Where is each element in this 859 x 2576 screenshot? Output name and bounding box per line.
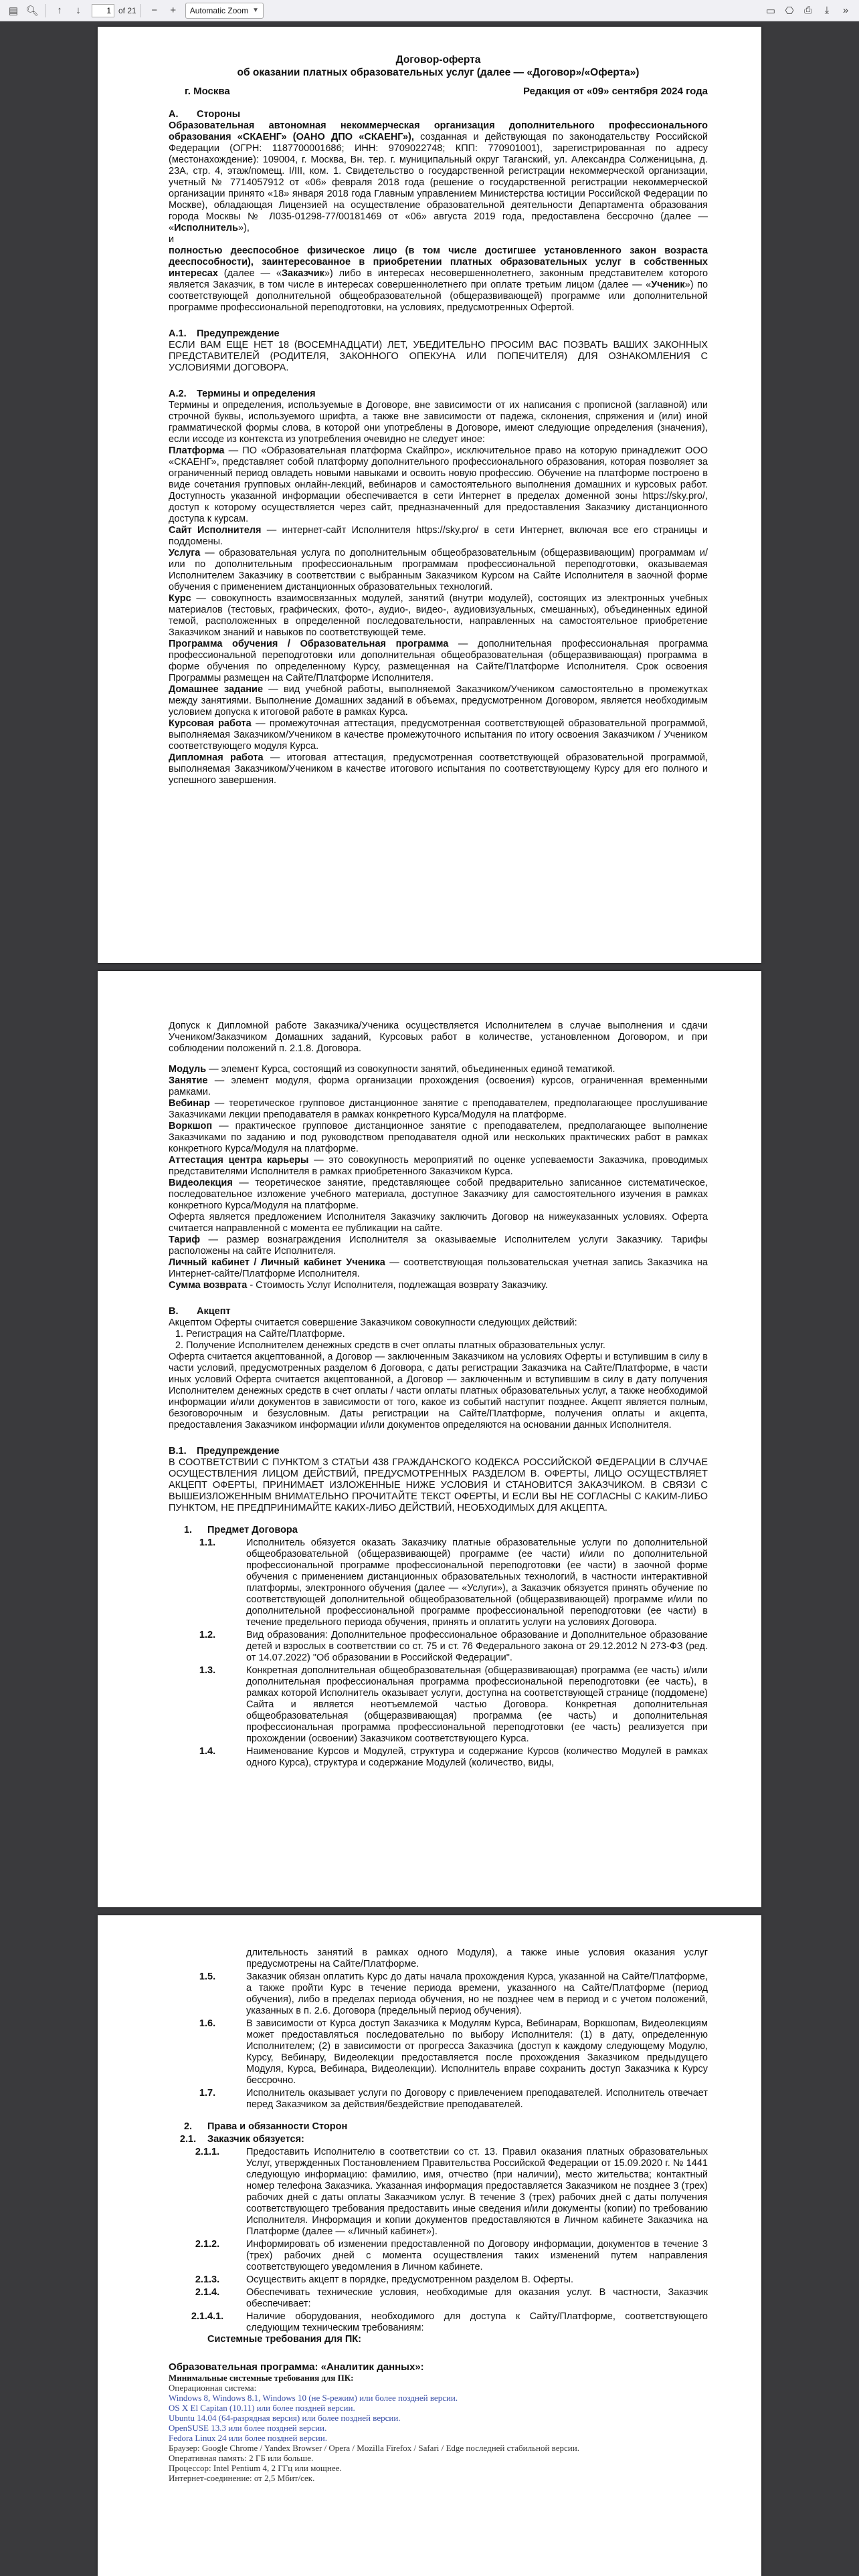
clause-number: 2.1.2. <box>195 2239 220 2250</box>
clause-item <box>169 1746 708 1769</box>
term-name: Домашнее задание <box>169 684 264 695</box>
continued-paragraph: Допуск к Дипломной работе Заказчика/Ученика осуществляется Исполнителем в случае выполнения и сдачи Учеником/Заказчиком Домашних заданий, Курсовых работ в количестве, установленном Договором, и при соблюдении положений п. 2.1.8. Договора. <box>169 1021 708 1054</box>
term-definition <box>169 684 708 718</box>
pdf-page-3 <box>98 1915 761 2576</box>
requirement-line: Fedora Linux 24 или более поздней версии. <box>169 2433 327 2443</box>
clause-item <box>169 2018 708 2086</box>
term-text: — теоретическое групповое дистанционное занятие с преподавателем, предполагающее прослушивание Заказчиками лекции преподавателя в рамках конкретного Курса/Модуля на платформе. <box>169 1098 708 1120</box>
clause-number: 2.1.3. <box>195 2274 220 2285</box>
tools-button[interactable] <box>836 2 855 19</box>
acceptance-paragraph: Оферта считается акцептованной, а Договор — заключенным Заказчиком на условиях Оферты и вступившим в силу в части условий, предусмотренных разделом 6 Договора, с даты регистрации Заказчика на Сайте/Платформе, в части иных условий Оферта считается акцептованной, а Договор — заключенным и вступившим в силу в дату получения Исполнителем денежных средств в счет оплаты / части оплаты платных образовательных услуг, а также необходимой информации и/или документов в зависимости от того, какое из событий наступит позднее. Акцепт является полным, безоговорочным и безусловным. Даты регистрации на Сайте/Платформе, получения оплаты и акцепта, предоставления Заказчиком информации и/или документов определяются на основании данных Исполнителя. <box>169 1352 708 1430</box>
term-text: — образовательная услуга по дополнительным общеобразовательным (общеразвивающим) программам и/или по дополнительным профессиональным программам профессиональной переподготовки, оказываемая Исполнителем Заказчику в соответствии с выбранным Заказчиком Курсом на Сайте Исполнителя в заочной форме обучения с применением дистанционных образовательных технологий. <box>169 548 708 593</box>
clause-number: 2.1.4. <box>195 2287 220 2298</box>
term-name: Видеолекция <box>169 1178 233 1188</box>
term-name: Дипломная работа <box>169 752 264 763</box>
zoom-value: Automatic Zoom <box>189 5 249 15</box>
clause-item <box>169 2274 708 2286</box>
clause-text: Информировать об изменении предоставленной по Договору информации, документов в течение 3 (трех) рабочих дней с момента осуществления таких изменений путем направления соответствующего уведомления в Личном кабинете. <box>246 2239 708 2272</box>
clause-number: 1.2. <box>199 1630 216 1640</box>
acceptance-intro: Акцептом Оферты считается совершение Заказчиком совокупности следующих действий: <box>169 1317 577 1328</box>
save-button[interactable] <box>818 2 836 19</box>
clause-number: 1.1. <box>199 1537 216 1548</box>
clause-number: 2.1.1. <box>195 2147 220 2157</box>
document-subtitle: об оказании платных образовательных услуг (далее — «Договор»/«Оферта») <box>237 67 640 78</box>
previous-page-button[interactable] <box>50 2 69 19</box>
requirement-line: Ubuntu 14.04 (64-разрядная версия) или более поздней версии. <box>169 2413 401 2423</box>
continued-paragraph: длительность занятий в рамках одного Модуля), а также иные условия оказания услуг предусмотрены на Сайте/Платформе. <box>246 1947 708 1969</box>
revision-date: Редакция от «09» сентября 2024 года <box>523 86 708 97</box>
term-name: Вебинар <box>169 1098 210 1109</box>
present-button[interactable] <box>780 2 799 19</box>
term-definition <box>169 1155 708 1178</box>
prev-page-icon: ↑ <box>57 5 62 16</box>
requirement-line: Операционная система: <box>169 2383 257 2393</box>
term-text: — соответствующая пользовательская учетная запись Заказчика на Интернет-сайте/Платформе Исполнителя. <box>169 1257 708 1279</box>
zoom-out-icon: − <box>151 5 158 16</box>
clause-number: 1.7. <box>199 2088 216 2099</box>
open-file-button[interactable] <box>761 2 780 19</box>
zoom-in-icon: + <box>170 5 177 16</box>
section-heading: 1. Предмет Договора <box>183 1525 298 1535</box>
clause-item <box>169 2287 708 2310</box>
warning-paragraph: ЕСЛИ ВАМ ЕЩЕ НЕТ 18 (ВОСЕМНАДЦАТИ) ЛЕТ, УБЕДИТЕЛЬНО ПРОСИМ ВАС ПОЗВАТЬ ВАШИХ ЗАКОННЫХ ПРЕДСТАВИТЕЛЕЙ (РОДИТЕЛЯ, ЗАКОННОГО ОПЕКУНА ИЛИ ПОПЕЧИТЕЛЯ) ДЛЯ ОЗНАКОМЛЕНИЯ С УСЛОВИЯМИ ДОГОВОРА. <box>169 340 708 373</box>
clause-number: 1.6. <box>199 2018 216 2029</box>
term-definition <box>169 1212 708 1235</box>
term-text: — это совокупность мероприятий по оценке успеваемости Заказчика, проводимых представителями Исполнителя в рамках приобретенного Заказчиком Курса. <box>169 1155 708 1177</box>
program-title: Образовательная программа: «Аналитик данных»: <box>169 2361 424 2373</box>
page-total-label: of 21 <box>118 5 136 15</box>
term-definition <box>169 1178 708 1212</box>
zoom-out-button[interactable] <box>145 2 164 19</box>
clause-number: 1.3. <box>199 1665 216 1676</box>
clause-item <box>169 2311 708 2334</box>
clause-text: Заказчик обязан оплатить Курс до даты начала прохождения Курса, указанной на Сайте/Платформе, а также пройти Курс в течение периода времени, указанного на Сайте/Платформе (период обучения), либо в пределах периода обучения, но не позднее чем в период и с учетом положений, указанных в п. 2.6. Договора (предельный период обучения). <box>246 1971 708 2016</box>
clause-text: Обеспечивать технические условия, необходимые для оказания услуг. В частности, Заказчик обеспечивает: <box>246 2287 708 2309</box>
chevron-down-icon: ▼ <box>252 7 259 14</box>
section-heading: 2. Права и обязанности Сторон <box>183 2121 348 2132</box>
section-heading: B.1. Предупреждение <box>169 1446 280 1457</box>
section-heading: A.2. Термины и определения <box>169 389 316 399</box>
term-name: Программа обучения / Образовательная программа <box>169 639 449 649</box>
search-icon: 🔍︎ <box>25 5 39 17</box>
requirement-line: OpenSUSE 13.3 или более поздней версии. <box>169 2423 327 2433</box>
requirements-block <box>169 2373 708 2483</box>
next-page-icon: ↓ <box>76 5 81 16</box>
clause-item <box>169 2239 708 2273</box>
system-requirements-heading: Системные требования для ПК: <box>207 2334 361 2345</box>
tools-icon: » <box>842 5 849 16</box>
clause-text: Наличие оборудования, необходимого для доступа к Сайту/Платформе, соответствующего следующим техническим требованиям: <box>246 2311 708 2333</box>
list-item: 1. Регистрация на Сайте/Платформе. <box>186 1329 708 1340</box>
term-name: Личный кабинет / Личный кабинет Ученика <box>169 1257 385 1268</box>
customer-paragraph: полностью дееспособное физическое лицо (в том числе достигшее установленного закон возраста дееспособности), заинтересованное в приобретении платных образовательных услуг в собственных интересах (далее — «Заказчик») либо в интересах несовершеннолетнего, законным представителем которого является Заказчик, в том числе в интересах совершеннолетнего при оплате третьим лицом (далее — «Ученик») по соответствующей дополнительной общеобразовательной (общеразвивающей) программе или дополнительной программе профессиональной переподготовки, на условиях, предусмотренных Офертой. <box>169 245 708 313</box>
find-button[interactable] <box>23 2 41 19</box>
clause-list <box>169 1971 708 2111</box>
clause-text: Вид образования: Дополнительное профессиональное образование и Дополнительное образование детей и взрослых в соответствии со ст. 75 и ст. 76 Федерального закона от 29.12.2012 N 273-ФЗ (ред. от 14.07.2022) "Об образовании в Российской Федерации". <box>246 1630 708 1663</box>
term-definition <box>169 639 708 684</box>
clause-list <box>169 2147 708 2334</box>
term-definition <box>169 1280 708 1291</box>
term-definition <box>169 1075 708 1098</box>
term-name: Занятие <box>169 1075 208 1086</box>
clause-list <box>169 1537 708 1769</box>
save-icon: ⤓ <box>824 5 830 16</box>
present-icon: ⎔ <box>785 5 794 17</box>
pdf-toolbar <box>0 0 859 21</box>
requirement-line: Windows 8, Windows 8.1, Windows 10 (не S-режим) или более поздней версии. <box>169 2393 458 2403</box>
city-date-row <box>169 86 708 97</box>
clause-item <box>169 2147 708 2238</box>
term-text: — практическое групповое дистанционное занятие с преподавателем, предполагающее выполнение Заказчиками по заданию и под руководством преподавателя одной или нескольких практических работ в рамках конкретного Курса/Модуля на платформе. <box>169 1121 708 1154</box>
clause-text: Наименование Курсов и Модулей, структура и содержание Курсов (количество Модулей в рамках одного Курса), структура и содержание Модулей (количество, виды, <box>246 1746 708 1768</box>
term-name: Платформа <box>169 445 225 456</box>
term-name: Сайт Исполнителя <box>169 525 262 536</box>
toolbar-separator <box>140 4 141 17</box>
term-name: Курс <box>169 593 191 604</box>
zoom-select[interactable] <box>185 3 264 19</box>
term-text: — ПО «Образовательная платформа Скайпро», исключительное право на которую принадлежит ООО «СКАЕНГ», представляет собой платформу дополнительного профессионального образования, которая позволяет за ограниченный период овладеть новыми навыками и освоить новую профессию. Обучение на платформе построено в виде сочетания групповых онлайн-лекций, вебинаров и самостоятельного выполнения домашних и курсовых работ. Доступность указанной информации обеспечивается в сети Интернет в пределах доменной зоны https://sky.pro/, доступ к которому осуществляется через сайт, предназначенный для предоставления Заказчику дистанционного доступа к курсам. <box>169 445 708 524</box>
clause-text: Конкретная дополнительная общеобразовательная (общеразвивающая) программа (ее часть) и/или дополнительная профессиональная программа профессиональной переподготовки (ее часть), в рамках которой Исполнитель оказывает услуги, доступна на соответствующей странице (поддомене) Сайта и является неотъемлемой частью Договора. Конкретная дополнительная общеобразовательная (общеразвивающая) программа (ее часть) и дополнительная профессиональная программа профессиональной переподготовки (ее часть) реализуется при прохождении (освоении) Заказчиком соответствующего Курса. <box>246 1665 708 1744</box>
clause-text: Осуществить акцепт в порядке, предусмотренном разделом В. Оферты. <box>246 2274 574 2285</box>
section-heading: B. Акцепт <box>169 1306 231 1317</box>
zoom-in-button[interactable] <box>164 2 183 19</box>
term-name: Услуга <box>169 548 201 558</box>
warning-paragraph: В СООТВЕТСТВИИ С ПУНКТОМ 3 СТАТЬИ 438 ГРАЖДАНСКОГО КОДЕКСА РОССИЙСКОЙ ФЕДЕРАЦИИ В СЛУЧАЕ ОСУЩЕСТВЛЕНИЯ ЛИЦОМ ДЕЙСТВИЙ, ПРЕДУСМОТРЕННЫХ РАЗДЕЛОМ В. ОФЕРТЫ, ЛИЦО ОСУЩЕСТВЛЯЕТ АКЦЕПТ ОФЕРТЫ, ПРИНИМАЕТ ИЗЛОЖЕННЫЕ НИЖЕ УСЛОВИЯ И СТАНОВИТСЯ ЗАКАЗЧИКОМ. В СВЯЗИ С ВЫШЕИЗЛОЖЕННЫМ ВНИМАТЕЛЬНО ПРОЧИТАЙТЕ ТЕКСТ ОФЕРТЫ, И ЕСЛИ ВЫ НЕ СОГЛАСНЫ С КАКИМ-ЛИБО ПУНКТОМ, НЕ ПРЕДПРИНИМАЙТЕ КАКИХ-ЛИБО ДЕЙСТВИЙ, НЕОБХОДИМЫХ ДЛЯ АКЦЕПТА. <box>169 1457 708 1513</box>
clause-number: 1.5. <box>199 1971 216 1982</box>
pdf-page-2 <box>98 971 761 1907</box>
clause-text: Исполнитель обязуется оказать Заказчику платные образовательные услуги по дополнительной общеобразовательной (общеразвивающей) программе (ее части) и/или по дополнительной профессиональной программе профессиональной переподготовки (ее части) в заочной форме обучения с применением дистанционных образовательных технологий, в частности интерактивной платформы, электронного обучения (далее — «Услуги»), а Заказчик обязуется принять обучение по соответствующей дополнительной общеобразовательной (общеразвивающей) программе и/или по дополнительной профессиональной программе профессиональной переподготовки (ее части) в течение предельного периода обучения, принять и оплатить услуги на условиях Договора. <box>246 1537 708 1628</box>
term-text: — итоговая аттестация, предусмотренная соответствующей образовательной программой, выполняемая Заказчиком/Учеником в качестве итогового испытания по соответствующему Курсу для его полного и успешного завершения. <box>169 752 708 786</box>
term-text: — интернет-сайт Исполнителя https://sky.pro/ в сети Интернет, включая все его страницы и поддомены. <box>169 525 708 547</box>
term-text: Оферта является предложением Исполнителя Заказчику заключить Договор на нижеуказанных условиях. Оферта считается направленной с момента ее публикации на сайте. <box>169 1212 708 1234</box>
subsection-heading: 2.1. Заказчик обязуется: <box>179 2134 304 2145</box>
term-text: - Стоимость Услуг Исполнителя, подлежащая возврату Заказчику. <box>247 1280 548 1291</box>
next-page-button[interactable] <box>69 2 88 19</box>
term-text: — размер вознаграждения Исполнителя за оказываемые Исполнителем услуги Заказчику. Тарифы расположены на сайте Исполнителя. <box>169 1235 708 1257</box>
clause-number: 2.1.4.1. <box>191 2311 224 2322</box>
term-text: — элемент модуля, форма организации прохождения (освоения) курсов, ограниченная временными рамками. <box>169 1075 708 1097</box>
term-definition <box>169 1064 708 1075</box>
requirement-line: OS X El Capitan (10.11) или более поздней версии. <box>169 2403 355 2413</box>
clause-item <box>169 1630 708 1664</box>
term-name: Модуль <box>169 1064 207 1075</box>
term-definition <box>169 593 708 639</box>
clause-item <box>169 1971 708 2017</box>
term-text: — промежуточная аттестация, предусмотренная соответствующей образовательной программой, выполняемая Заказчиком/Учеником в качестве промежуточного испытания по итогу освоения Заказчиком / Учеником соответствующего модуля Курса. <box>169 718 708 752</box>
clause-item <box>169 2088 708 2111</box>
pdf-page-1 <box>98 27 761 963</box>
term-name: Аттестация центра карьеры <box>169 1155 309 1166</box>
section-heading: A.1. Предупреждение <box>169 328 280 339</box>
term-name: Сумма возврата <box>169 1280 248 1291</box>
acceptance-list <box>169 1329 708 1352</box>
clause-item <box>169 1665 708 1745</box>
term-text: — элемент Курса, состоящий из совокупности занятий, объединенных единой тематикой. <box>206 1064 615 1075</box>
term-definition <box>169 1235 708 1257</box>
print-button[interactable] <box>799 2 818 19</box>
section-heading: A. Стороны <box>169 109 241 120</box>
sidebar-toggle-button[interactable] <box>4 2 23 19</box>
clause-text: Исполнитель оказывает услуги по Договору с привлечением преподавателей. Исполнитель отвечает перед Заказчиком за действия/бездействие преподавателей. <box>246 2088 708 2110</box>
term-definition <box>169 718 708 752</box>
term-definition <box>169 525 708 548</box>
term-text: — теоретическое занятие, представляющее собой предварительно записанное систематическое, последовательное изложение учебного материала, доступное Заказчику для самостоятельного изучения в рамках конкретного Курса/Модуля на платформе. <box>169 1178 708 1211</box>
list-item: 2. Получение Исполнителем денежных средств в счет оплаты платных образовательных услуг. <box>186 1340 708 1352</box>
terms-list <box>169 445 708 786</box>
term-definition <box>169 548 708 593</box>
sidebar-icon: ▤ <box>8 5 19 17</box>
requirement-line: Браузер: Google Chrome / Yandex Browser / Opera / Mozilla Firefox / Safari / Edge последней стабильной версии. <box>169 2443 579 2453</box>
open-icon: ▭ <box>765 5 776 17</box>
page-number-input[interactable] <box>92 4 114 17</box>
term-definition <box>169 1121 708 1155</box>
terms-list <box>169 1064 708 1291</box>
toolbar-separator <box>45 4 46 17</box>
requirement-line: Интернет-соединение: от 2,5 Мбит/сек. <box>169 2473 315 2483</box>
document-title: Договор-оферта <box>395 54 481 66</box>
terms-intro: Термины и определения, используемые в Договоре, вне зависимости от их написания с прописной (заглавной) или строчной буквы, используемого шрифта, а также вне зависимости от падежа, склонения, спряжения и (или) иной грамматической формы слова, в которой они употреблены в Договоре, имеют следующие определения (значения), если иссоде из контекста из употребления очевидно не следует иное: <box>169 400 708 445</box>
clause-number: 1.4. <box>199 1746 216 1757</box>
term-definition <box>169 1257 708 1280</box>
term-definition <box>169 445 708 525</box>
clause-text: Предоставить Исполнителю в соответствии со ст. 13. Правил оказания платных образовательных Услуг, утвержденных Постановлением Правительства Российской Федерации от 15.09.2020 г. № 1441 следующую информацию: фамилию, имя, отчество (при наличии), место жительства; контактный номер телефона Заказчика. Указанная информация предоставляется Заказчиком не позднее 3 (трех) рабочих дней с даты оплаты Заказчиком услуг. В течение 3 (трех) рабочих дней с даты получения соответствующего требования предоставить иные сведения и/или документы (копии) по требованию Исполнителя. Информация и копии документов предоставляются в Личном кабинете Заказчика на Платформе (далее — «Личный кабинет»). <box>246 2147 708 2237</box>
term-name: Воркшоп <box>169 1121 213 1132</box>
requirement-line: Оперативная память: 2 ГБ или больше. <box>169 2453 314 2463</box>
and-word: и <box>169 234 175 245</box>
requirement-line: Процессор: Intel Pentium 4, 2 ГГц или мощнее. <box>169 2463 342 2473</box>
term-text: — совокупность взаимосвязанных модулей, занятий (внутри модулей), состоящих из электронных учебных материалов (тестовых, графических, фото-, аудио-, видео-, аудиовизуальных, смешанных), объединенных единой темой, расположенных в определенной последовательности, направленных на самостоятельное приобретение Заказчиком знаний и навыков по соответствующей теме. <box>169 593 708 638</box>
parties-paragraph: Образовательная автономная некоммерческая организация дополнительного профессионального образования «СКАЕНГ» (ОАНО ДПО «СКАЕНГ»), созданная и действующая по законодательству Российской Федерации (ОГРН: 1187700001686; ИНН: 9709022748; КПП: 770901001), зарегистрированная по адресу (местонахождение): 109004, г. Москва, Вн. тер. г. муниципальный округ Таганский, ул. Александра Солженицына, д. 23А, стр. 4, этаж/помещ. I/III, ком. 1. Свидетельство о государственной регистрации некоммерческой организации, учетный № 7714057912 от «06» февраля 2018 года (решение о государственной регистрации некоммерческой организации принято «18» января 2018 года Главным управлением Министерства юстиции Российской Федерации по Москве), обладающая Лицензией на осуществление образовательной деятельности Департамента образования города Москвы № Л035-01298-77/00181469 от «06» августа 2019 года, предоставлена бессрочно (далее — «Исполнитель»), <box>169 120 708 233</box>
term-text: — дополнительная профессиональная программа профессиональной переподготовки или дополнительная общеобразовательная (общеразвивающая) программа в форме обучения по определенному Курсу, размещенная на Сайте/Платформе Исполнителя. Срок освоения Программы размещен на Сайте/Платформе Исполнителя. <box>169 639 708 683</box>
term-text: — вид учебной работы, выполняемой Заказчиком/Учеником самостоятельно в промежутках между занятиями. Выполнение Домашних заданий в объемах, предусмотренном Договором, является необходимым условием допуска к итоговой работе в рамках Курса. <box>169 684 708 718</box>
min-requirements-title: Минимальные системные требования для ПК: <box>169 2373 354 2383</box>
term-definition <box>169 752 708 786</box>
clause-item <box>169 1537 708 1628</box>
term-name: Тариф <box>169 1235 201 1245</box>
print-icon: ⎙ <box>803 5 812 16</box>
term-name: Курсовая работа <box>169 718 252 729</box>
clause-text: В зависимости от Курса доступ Заказчика к Модулям Курса, Вебинарам, Воркшопам, Видеолекциям может предоставляться последовательно по выбору Исполнителя: (1) в дату, определенную Исполнителем; (2) в зависимости от прогресса Заказчика (доступ к каждому следующему Модулю, Курсу, Вебинару, Видеолекции предоставляется после прохождения Заказчиком предыдущего Модуля, Курса, Вебинара, Видеолекции). Исполнитель вправе сохранить доступ Заказчика к Курсу бессрочно. <box>246 2018 708 2086</box>
city: г. Москва <box>185 86 230 97</box>
term-definition <box>169 1098 708 1121</box>
